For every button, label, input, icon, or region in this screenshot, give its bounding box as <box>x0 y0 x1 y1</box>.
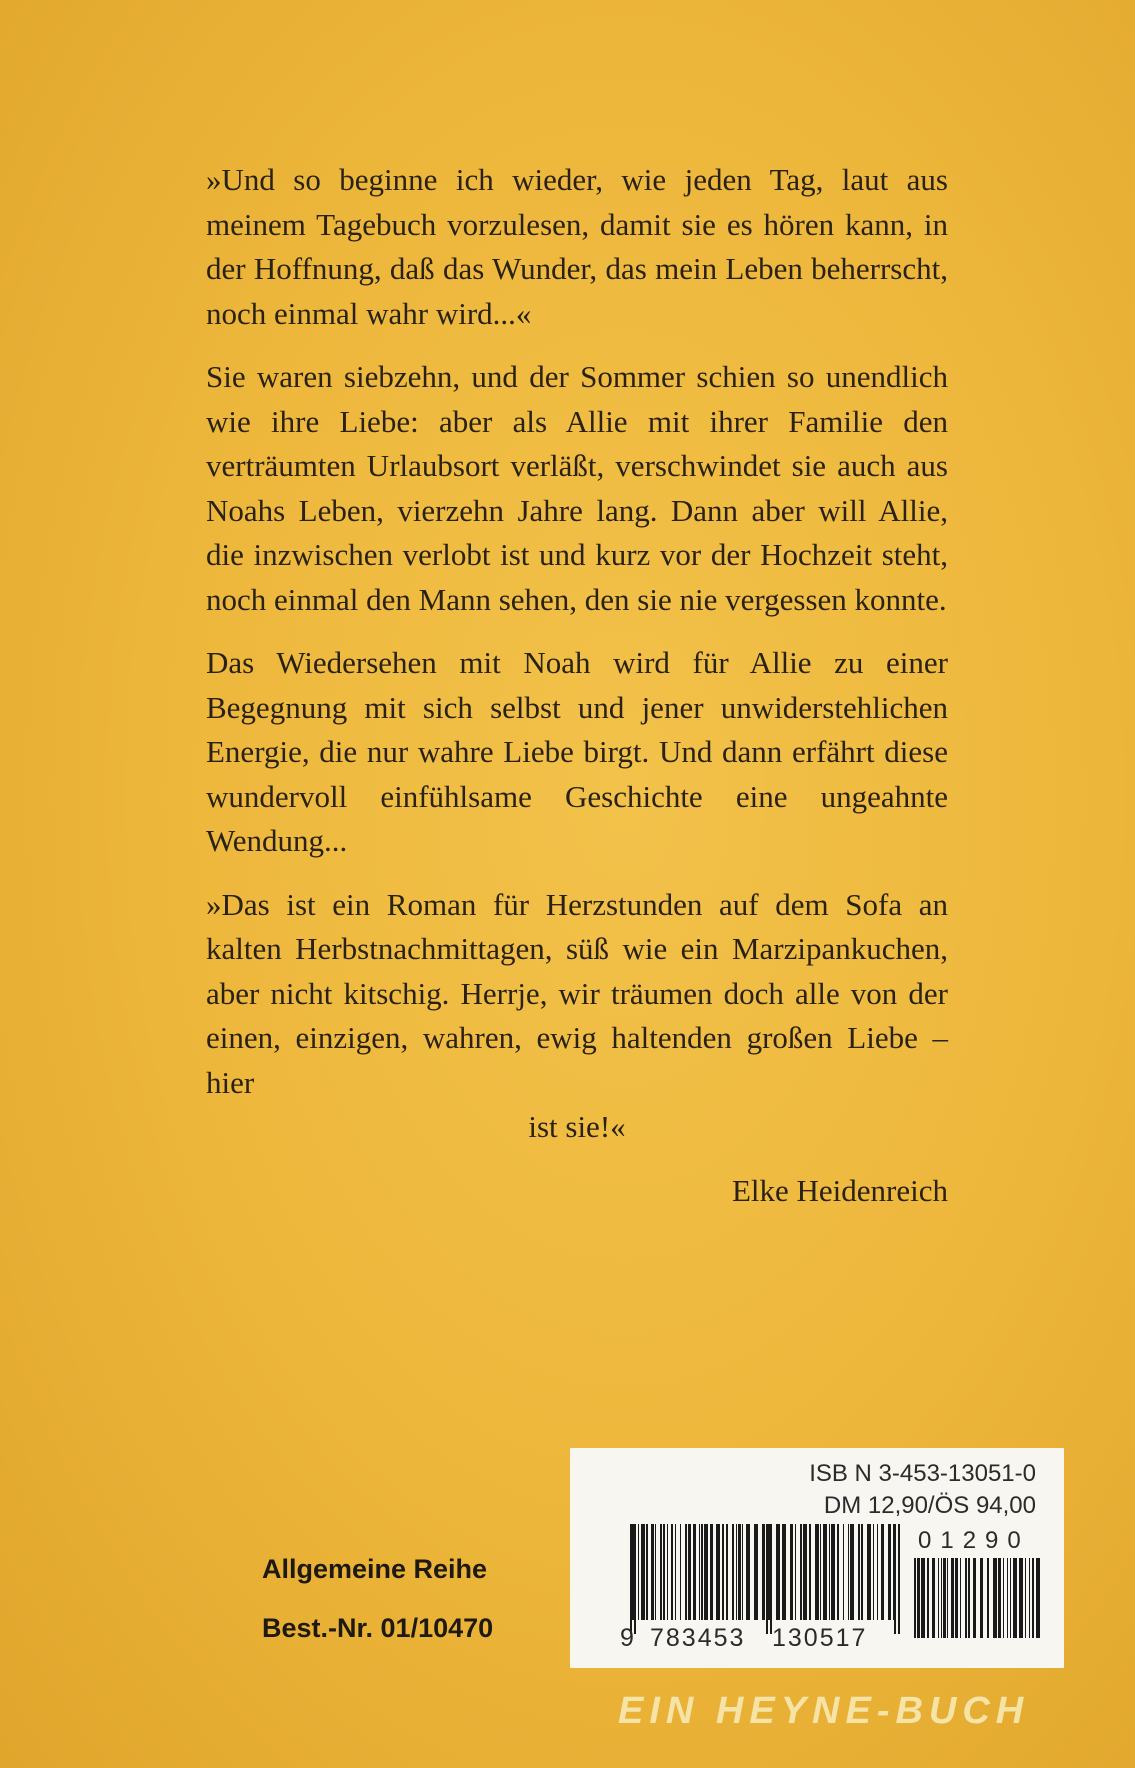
barcode-bar <box>732 1524 734 1620</box>
barcode-digits-left: 783453 <box>650 1624 746 1652</box>
barcode-bar <box>960 1558 961 1638</box>
barcode-bar <box>671 1524 673 1620</box>
barcode-bar <box>701 1524 703 1620</box>
barcode-bar <box>820 1524 821 1620</box>
barcode-bar <box>850 1524 854 1620</box>
barcode-bar <box>742 1524 743 1620</box>
barcode-bar <box>746 1524 750 1620</box>
barcode-digit-first: 9 <box>620 1624 634 1652</box>
barcode-bar <box>941 1558 942 1638</box>
barcode-bar <box>726 1524 728 1620</box>
barcode-bar <box>693 1524 696 1620</box>
isbn-text: ISB N 3-453-13051-0 <box>809 1460 1036 1487</box>
barcode-bar <box>685 1524 687 1620</box>
barcode-bar <box>762 1524 765 1620</box>
barcode-bar <box>843 1524 844 1620</box>
barcode-bar <box>927 1558 929 1638</box>
barcode-bar <box>800 1524 802 1620</box>
barcode-bar <box>921 1558 925 1638</box>
barcode-guard-bar <box>898 1524 900 1634</box>
barcode-bar <box>998 1558 1001 1638</box>
barcode-bar <box>888 1524 891 1620</box>
barcode-bar <box>965 1558 967 1638</box>
barcode-bar <box>837 1524 839 1620</box>
barcode-bar <box>1003 1558 1004 1638</box>
barcode-guard-bar <box>770 1524 772 1634</box>
barcode-digits-right: 130517 <box>772 1624 868 1652</box>
barcode-addon-digits: 01290 <box>918 1527 1030 1554</box>
barcode-guard-bar <box>766 1524 768 1634</box>
blurb-paragraph-2: Sie waren siebzehn, und der Sommer schien so unendlich wie ihre Liebe: aber als Allie mit ihrer Familie den verträumten Urlaubsort verläßt, verschwindet sie auch aus Noahs Leben, vierzehn Jahre lang. Dann aber will Allie, die inzwischen verlobt ist und kurz vor der Hochzeit steht, noch einmal den Mann sehen, den sie nie vergessen konnte. <box>206 359 948 617</box>
review-author: Elke Heidenreich <box>731 1172 948 1208</box>
barcode-bar <box>688 1524 691 1620</box>
barcode-bar <box>955 1558 958 1638</box>
barcode-bar <box>809 1524 811 1620</box>
barcode-bar <box>858 1524 860 1620</box>
barcode-bar <box>660 1524 662 1620</box>
barcode-bar <box>943 1558 946 1638</box>
barcode-bar <box>675 1524 676 1620</box>
barcode-bar <box>710 1524 713 1620</box>
barcode-box <box>570 1448 1064 1668</box>
barcode-bar <box>1036 1558 1040 1638</box>
price-text: DM 12,90/ÖS 94,00 <box>823 1492 1036 1519</box>
barcode-bar <box>803 1524 807 1620</box>
review-quote-end: ist sie!« <box>528 1109 626 1144</box>
barcode-bar <box>1019 1558 1023 1638</box>
barcode-bar <box>993 1558 997 1638</box>
barcode-bar <box>699 1524 700 1620</box>
barcode-bar <box>680 1524 681 1620</box>
addon-barcode-bars <box>914 1558 1040 1638</box>
review-quote: »Das ist ein Roman für Herzstunden auf dem Sofa an kalten Herbstnachmittagen, süß wie ein Marzipankuchen, aber nicht kitschig. Herrje, wir träumen doch alle von der einen, einzigen, wahren, ewig haltenden großen Liebe – hier <box>206 886 948 1100</box>
series-name: Allgemeine Reihe <box>262 1554 488 1584</box>
barcode-bar <box>790 1524 793 1620</box>
barcode-bar <box>638 1524 639 1620</box>
barcode-bar <box>917 1558 920 1638</box>
series-info <box>262 1552 493 1670</box>
barcode-bar <box>1032 1558 1034 1638</box>
barcode-bar <box>655 1524 656 1620</box>
barcode-bar <box>795 1524 796 1620</box>
barcode-bar <box>938 1558 939 1638</box>
barcode-bar <box>716 1524 720 1620</box>
barcode-bar <box>738 1524 741 1620</box>
barcode-bar <box>968 1558 970 1638</box>
barcode-bar <box>947 1558 948 1638</box>
barcode-guard-bar <box>894 1524 896 1634</box>
barcode-bar <box>646 1524 648 1620</box>
barcode-bar <box>651 1524 654 1620</box>
barcode-bar <box>867 1524 871 1620</box>
barcode-bar <box>932 1558 935 1638</box>
barcode-bar <box>782 1524 786 1620</box>
barcode-bar <box>704 1524 708 1620</box>
blurb-text <box>206 158 948 1232</box>
barcode-bar <box>881 1524 884 1620</box>
barcode-bar <box>861 1524 863 1620</box>
blurb-paragraph-3: Das Wiedersehen mit Noah wird für Allie zu einer Begegnung mit sich selbst und jener unwiderstehlichen Energie, die nur wahre Liebe birgt. Und dann erfährt diese wundervoll einfühlsame Geschichte eine ungeahnte Wendung... <box>206 645 948 858</box>
barcode-bar <box>829 1524 830 1620</box>
barcode-bar <box>914 1558 916 1638</box>
barcode-bar <box>980 1558 983 1638</box>
barcode-bar <box>722 1524 724 1620</box>
barcode-bar <box>667 1524 668 1620</box>
publisher-name: EIN HEYNE-BUCH <box>618 1690 1030 1732</box>
barcode-bar <box>1025 1558 1026 1638</box>
barcode-image <box>570 1448 1064 1668</box>
barcode-bar <box>736 1524 737 1620</box>
barcode-bar <box>987 1558 989 1638</box>
barcode-bar <box>1029 1558 1030 1638</box>
ean-barcode-bars <box>630 1524 900 1634</box>
barcode-bar <box>1010 1558 1011 1638</box>
blurb-paragraph-1: »Und so beginne ich wieder, wie jeden Tag, laut aus meinem Tagebuch vorzulesen, damit sie es hören kann, in der Hoffnung, daß das Wunder, das mein Leben beherrscht, noch einmal wahr wird...« <box>206 162 948 331</box>
barcode-bar <box>641 1524 645 1620</box>
barcode-guard-bar <box>634 1524 636 1634</box>
barcode-bar <box>973 1558 976 1638</box>
barcode-bar <box>877 1524 878 1620</box>
barcode-bar <box>951 1558 954 1638</box>
barcode-bar <box>754 1524 758 1620</box>
barcode-bar <box>831 1524 835 1620</box>
barcode-bar <box>873 1524 874 1620</box>
barcode-bar <box>1007 1558 1008 1638</box>
barcode-bar <box>663 1524 665 1620</box>
barcode-bar <box>823 1524 827 1620</box>
barcode-bar <box>776 1524 780 1620</box>
barcode-bar <box>815 1524 819 1620</box>
barcode-bar <box>1013 1558 1017 1638</box>
order-number: Best.-Nr. 01/10470 <box>262 1613 494 1643</box>
barcode-bar <box>848 1524 849 1620</box>
barcode-guard-bar <box>630 1524 632 1634</box>
